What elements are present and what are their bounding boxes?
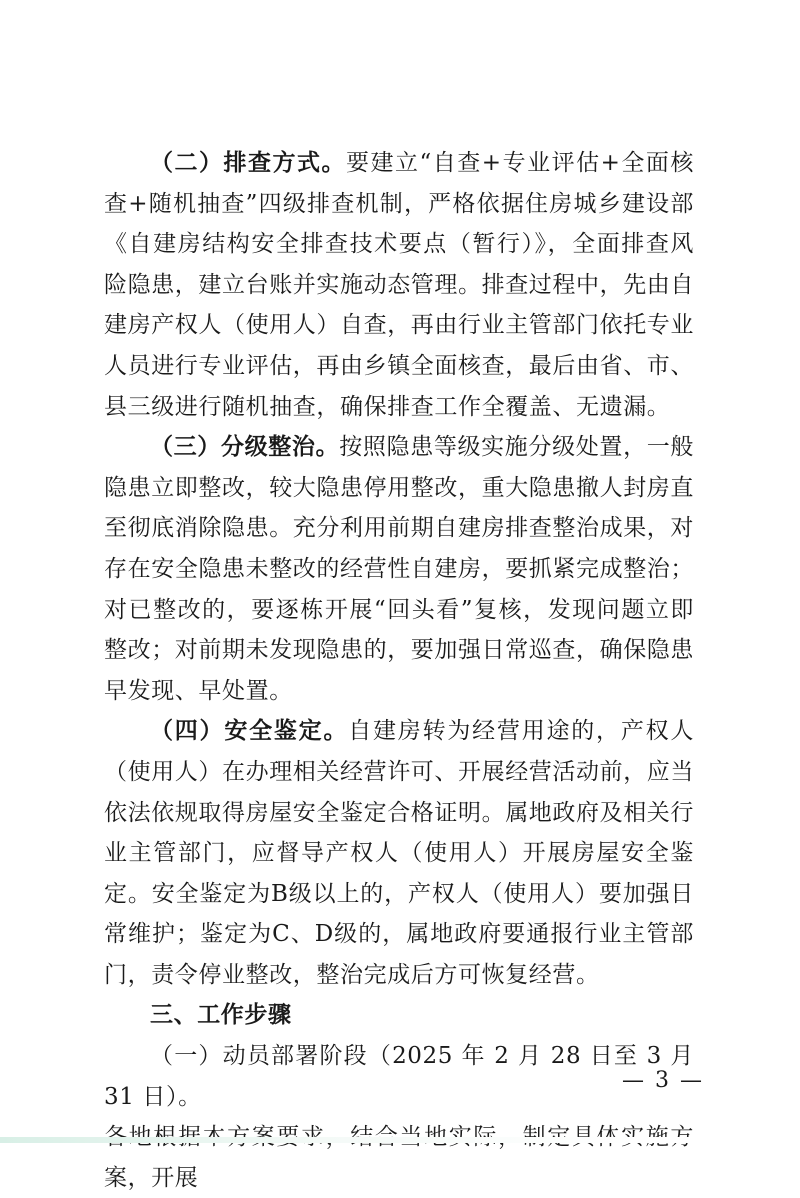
body-text (104, 143, 694, 1198)
paragraph-label: （二）排查方式。 (150, 149, 347, 176)
paragraph-stage-body: 案，开展 (104, 1164, 199, 1191)
paragraph-body: 自建房转为经营用途的，产权人（使用人）在办理相关经营许可、开展经营活动前，应当依法依规取得房屋安全鉴定合格证明。属地政府及相关行业主管部门，应督导产权人（使用人）开展房屋安全鉴定。安全鉴定为B级以上的，产权人（使用人）要加强日常维护；鉴定为C、D级的，属地政府要通报行业主管部门，责令停业整改，整治完成后方可恢复经营。 (104, 718, 694, 988)
page-number: — 3 — (622, 1068, 704, 1093)
paragraph-graded-rectification (104, 427, 694, 711)
paragraph-inspection-method (104, 143, 694, 427)
paragraph-stage-title: （一）动员部署阶段（2025 年 2 月 28 日至 3 月 31 日）。 (104, 1043, 694, 1110)
paragraph-safety-appraisal (104, 711, 694, 995)
paragraph-label: （三）分级整治。 (150, 433, 340, 461)
paragraph-body: 按照隐患等级实施分级处置，一般隐患立即整改，较大隐患停用整改，重大隐患撤人封房直至彻底消除隐患。充分利用前期自建房排查整治成果，对存在安全隐患未整改的经营性自建房，要抓紧完成整治；对已整改的，要逐栋开展“回头看”复核，发现问题立即整改；对前期未发现隐患的，要加强日常巡查，确保隐患早发现、早处置。 (104, 434, 694, 704)
section-heading: 三、工作步骤 (150, 1002, 292, 1029)
paragraph-body: 要建立“自查+专业评估+全面核查+随机抽查”四级排查机制，严格依据住房城乡建设部《自建房结构安全排查技术要点（暂行）》，全面排查风险隐患，建立台账并实施动态管理。排查过程中，先由自建房产权人（使用人）自查，再由行业主管部门依托专业人员进行专业评估，再由乡镇全面核查，最后由省、市、县三级进行随机抽查，确保排查工作全覆盖、无遗漏。 (104, 150, 694, 420)
scan-edge-strip (0, 1137, 800, 1143)
paragraph-label: （四）安全鉴定。 (150, 717, 349, 745)
